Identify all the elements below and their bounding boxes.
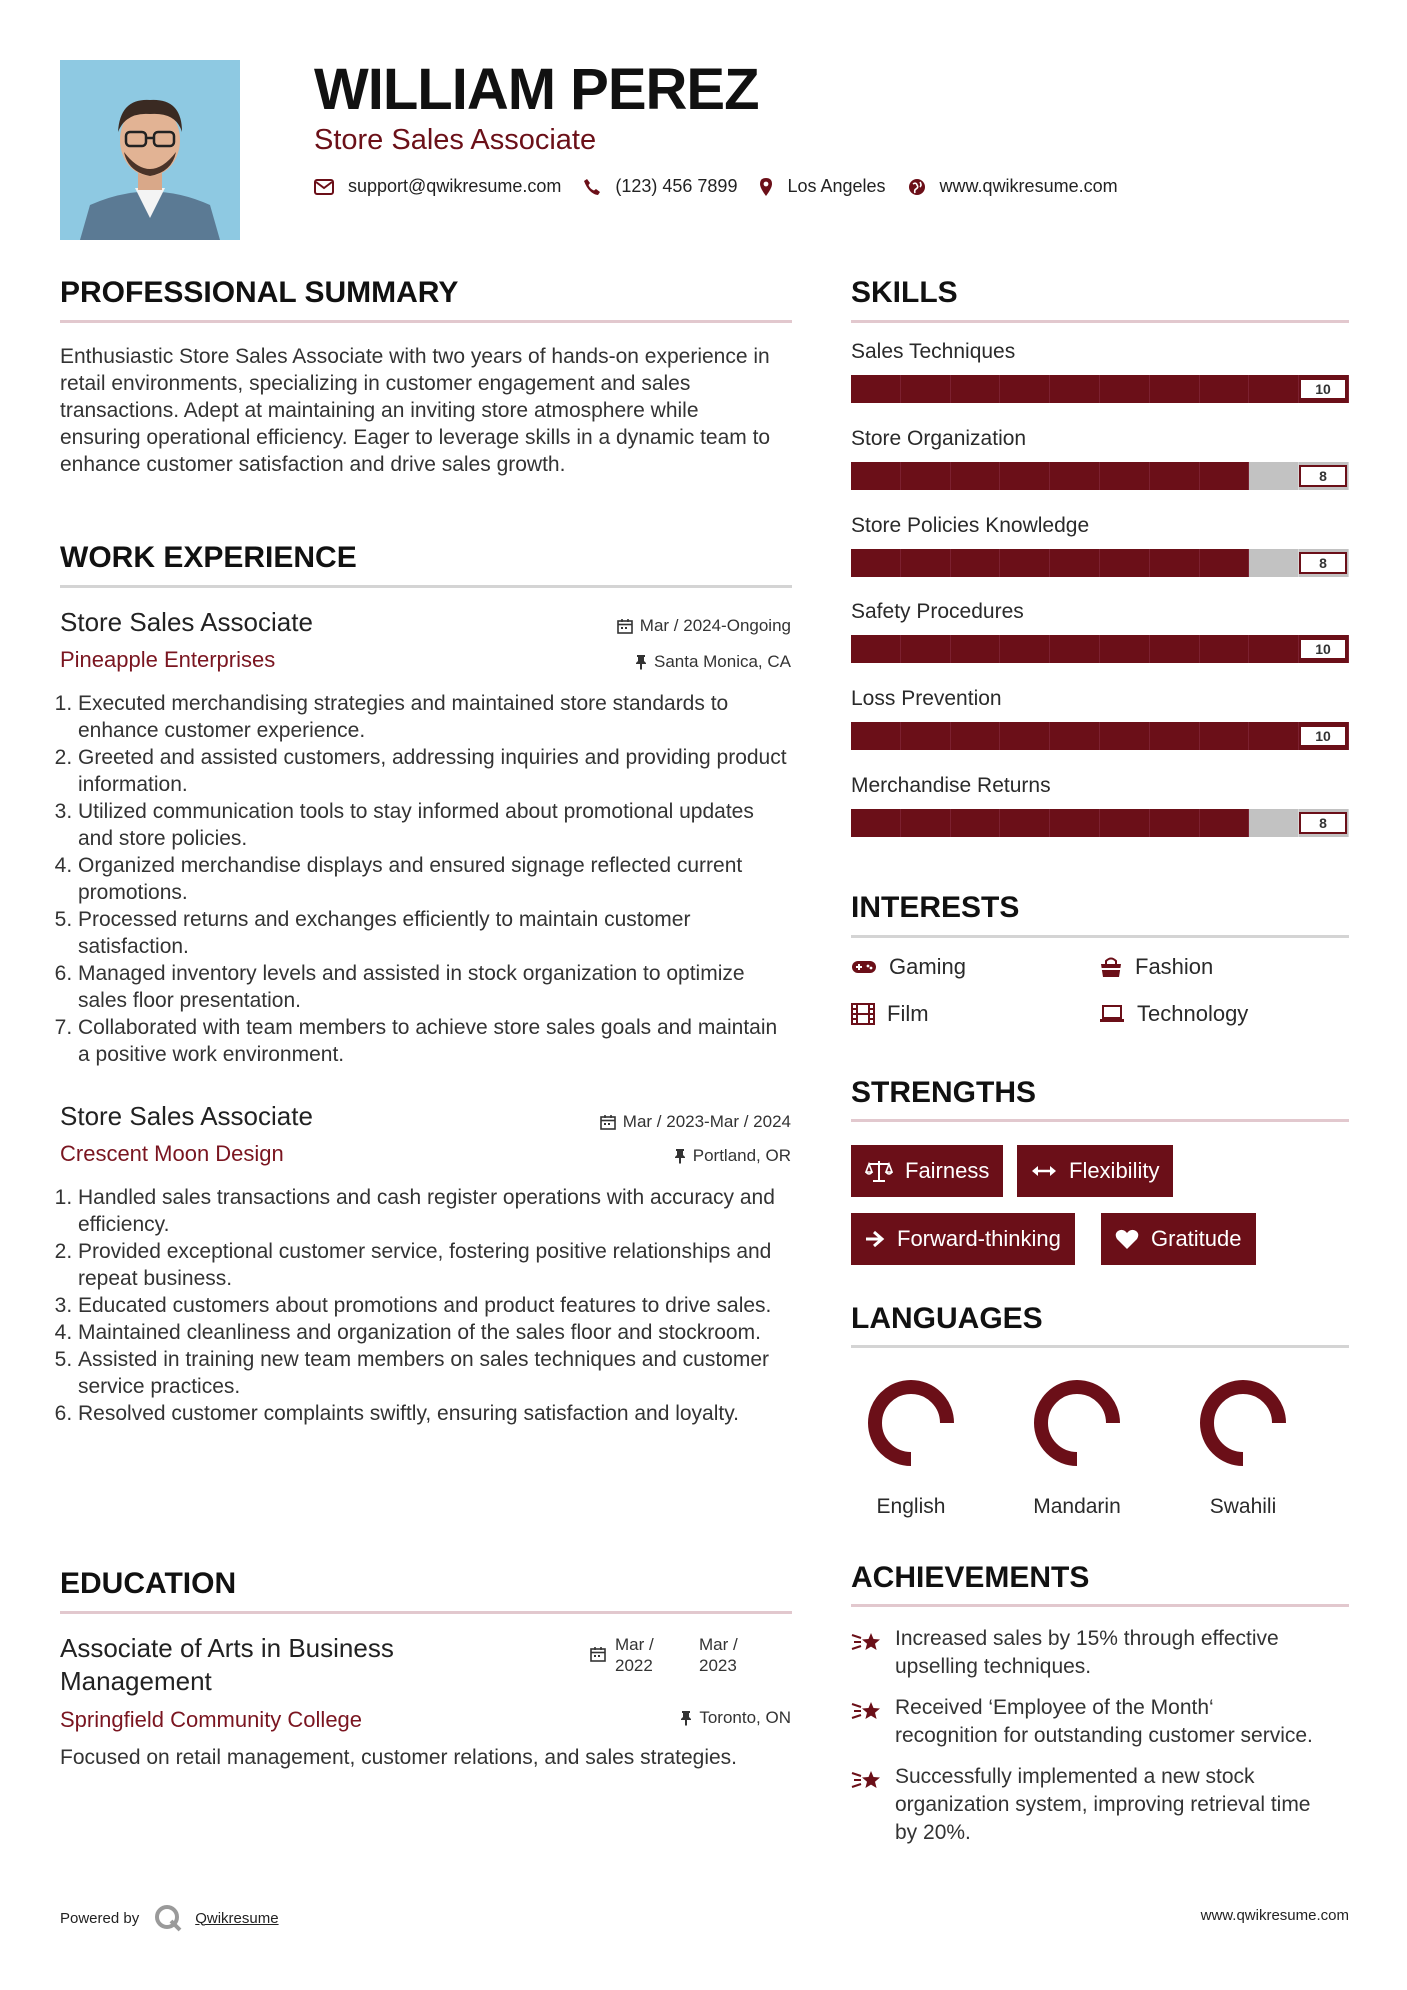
- job-responsibilities: [58, 690, 792, 1068]
- summary-text: Enthusiastic Store Sales Associate with two years of hands-on experience in retail environments, specializing in customer engagement and sales transactions. Adept at maintaining an inviting store atmosphere while ensuring operational efficiency. Eager to leverage skills in a dynamic team to enhance customer satisfaction and drive sales growth.: [60, 345, 771, 476]
- candidate-name: WILLIAM PEREZ: [314, 57, 759, 122]
- skill-bar-segment: [901, 375, 951, 403]
- skill-bar-segment: [951, 635, 1001, 663]
- strength-badge: [1017, 1145, 1173, 1197]
- interest-item: [1099, 954, 1213, 980]
- list-item: 1. Executed merchandising strategies and maintained store standards to enhance customer experience.: [78, 690, 792, 744]
- map-pin-icon: [759, 177, 773, 197]
- email-text: support@qwikresume.com: [348, 176, 562, 196]
- language-name: Mandarin: [1033, 1495, 1121, 1518]
- skill-bar-segment: [1000, 635, 1050, 663]
- skill-bar-segment: [1100, 722, 1150, 750]
- languages-divider: [851, 1345, 1349, 1348]
- strength-label: Fairness: [905, 1158, 990, 1183]
- achievement-text: Received ‘Employee of the Month‘ recognition for outstanding customer service.: [895, 1696, 1313, 1747]
- list-item: 2. Provided exceptional customer service, fostering positive relationships and repeat business.: [78, 1238, 792, 1292]
- skill-bar-segment: [1249, 549, 1299, 577]
- calendar-icon: [617, 618, 633, 634]
- skills-heading: SKILLS: [851, 276, 958, 309]
- skill-bar-segment: [1050, 549, 1100, 577]
- education-location: [680, 1708, 791, 1728]
- skill-bar-segment: [1000, 722, 1050, 750]
- skill-bar-segment: [1200, 809, 1250, 837]
- shopping-bag-icon: [1099, 956, 1123, 978]
- calendar-icon: [590, 1646, 606, 1662]
- job-title: Store Sales Associate: [60, 607, 313, 637]
- skill-bar-segment: [1249, 635, 1299, 663]
- skill-bar-segment: [901, 635, 951, 663]
- profile-photo: [60, 60, 240, 240]
- education-divider: [60, 1611, 792, 1614]
- skill-bar-segment: [1200, 549, 1250, 577]
- qwikresume-link[interactable]: Qwikresume: [195, 1909, 279, 1927]
- skill-name: Store Policies Knowledge: [851, 514, 1090, 537]
- skill-bar-segment: [1100, 462, 1150, 490]
- skill-bar-segment: [901, 722, 951, 750]
- skill-bar-segment: [1150, 722, 1200, 750]
- job-dates-text: Mar / 2023-Mar / 2024: [622, 1112, 791, 1131]
- skill-bar-segment: [1000, 462, 1050, 490]
- education-end-date: Mar / 2023: [699, 1635, 738, 1675]
- strength-badge: [851, 1213, 1075, 1265]
- language-ring: [861, 1373, 961, 1473]
- list-item: 5. Assisted in training new team members on sales techniques and customer service practices.: [78, 1346, 792, 1400]
- skill-bar-segment: [1100, 549, 1150, 577]
- achievements-list: [851, 1625, 1321, 1847]
- strength-label: Gratitude: [1151, 1226, 1242, 1251]
- skill-bar-segment: [901, 809, 951, 837]
- phone-icon: [583, 178, 601, 196]
- skill-bar-segment: [851, 635, 901, 663]
- skill-bar-segment: [951, 375, 1001, 403]
- skill-bar-segment: [951, 549, 1001, 577]
- skill-level-bar: [851, 462, 1349, 490]
- language-name: English: [876, 1495, 946, 1518]
- list-item: 2. Greeted and assisted customers, addressing inquiries and providing product information.: [78, 744, 792, 798]
- language-item: [1183, 1373, 1303, 1519]
- list-item: 3. Utilized communication tools to stay informed about promotional updates and store policies.: [78, 798, 792, 852]
- job-location: [635, 652, 791, 672]
- contact-phone[interactable]: [583, 176, 737, 197]
- skill-name: Loss Prevention: [851, 687, 1002, 710]
- skill-bar-segment: [1000, 549, 1050, 577]
- skill-item: [851, 514, 1349, 600]
- pushpin-icon: [680, 1710, 692, 1726]
- list-item: 6. Resolved customer complaints swiftly, ensuring satisfaction and loyalty.: [78, 1400, 792, 1427]
- skill-bar-segment: [1150, 549, 1200, 577]
- skill-item: [851, 340, 1349, 427]
- shooting-star-icon: [851, 1765, 883, 1793]
- summary-heading: PROFESSIONAL SUMMARY: [60, 276, 459, 309]
- experience-divider: [60, 585, 792, 588]
- job-dates: [600, 1112, 791, 1132]
- footer-website[interactable]: www.qwikresume.com: [1200, 1907, 1349, 1924]
- skills-divider: [851, 320, 1349, 323]
- skill-item: [851, 427, 1349, 514]
- interest-item: [1099, 1001, 1248, 1027]
- skill-score: 8: [1299, 552, 1347, 574]
- arrow-right-icon: [865, 1230, 885, 1248]
- footer-powered-by: [60, 1903, 279, 1933]
- skill-bar-segment: [1200, 722, 1250, 750]
- skill-bar-segment: [951, 462, 1001, 490]
- skill-bar-segment: [851, 375, 901, 403]
- phone-text: (123) 456 7899: [615, 176, 738, 196]
- skill-level-bar: [851, 809, 1349, 837]
- location-text: Los Angeles: [787, 176, 886, 196]
- globe-icon: [908, 178, 926, 196]
- job-location-text: Portland, OR: [692, 1146, 791, 1165]
- list-item: 6. Managed inventory levels and assisted in stock organization to optimize sales floor presentation.: [78, 960, 792, 1014]
- languages-heading: LANGUAGES: [851, 1302, 1043, 1335]
- skill-bar-segment: [1150, 462, 1200, 490]
- skill-level-bar: [851, 635, 1349, 663]
- powered-by-text: Powered by: [60, 1909, 140, 1927]
- film-icon: [851, 1003, 875, 1025]
- shooting-star-icon: [851, 1696, 883, 1724]
- skill-bar-segment: [951, 809, 1001, 837]
- interest-item: [851, 954, 966, 980]
- contact-location: [759, 176, 885, 197]
- language-name: Swahili: [1209, 1495, 1277, 1518]
- achievement-item: [851, 1625, 1321, 1681]
- list-item: 4. Maintained cleanliness and organization of the sales floor and stockroom.: [78, 1319, 792, 1346]
- skill-score: 8: [1299, 812, 1347, 834]
- contact-website[interactable]: [908, 176, 1118, 197]
- candidate-title: Store Sales Associate: [314, 124, 597, 156]
- job-company: Pineapple Enterprises: [60, 647, 276, 672]
- arrows-horizontal-icon: [1031, 1163, 1057, 1179]
- experience-heading: WORK EXPERIENCE: [60, 541, 357, 574]
- job-dates-text: Mar / 2024-Ongoing: [639, 616, 791, 635]
- skill-bar-segment: [1100, 635, 1150, 663]
- list-item: 5. Processed returns and exchanges efficiently to maintain customer satisfaction.: [78, 906, 792, 960]
- skill-score: 10: [1299, 638, 1347, 660]
- contact-email[interactable]: [314, 176, 561, 197]
- job-location: [674, 1146, 791, 1166]
- interest-label: Fashion: [1135, 954, 1214, 979]
- list-item: 1. Handled sales transactions and cash register operations with accuracy and efficiency.: [78, 1184, 792, 1238]
- skill-bar-segment: [1249, 462, 1299, 490]
- skill-bar-segment: [851, 722, 901, 750]
- pushpin-icon: [635, 654, 647, 670]
- calendar-icon: [600, 1114, 616, 1130]
- achievement-item: [851, 1763, 1321, 1847]
- scale-icon: [865, 1159, 893, 1183]
- pushpin-icon: [674, 1148, 686, 1164]
- job-dates: [617, 616, 791, 636]
- school-name: Springfield Community College: [60, 1707, 363, 1732]
- skill-bar-segment: [851, 549, 901, 577]
- achievement-text: Increased sales by 15% through effective upselling techniques.: [895, 1627, 1279, 1678]
- skill-item: [851, 600, 1349, 687]
- gamepad-icon: [851, 959, 877, 975]
- qwikresume-logo-icon: [153, 1903, 183, 1933]
- shooting-star-icon: [851, 1627, 883, 1655]
- skill-score: 10: [1299, 378, 1347, 400]
- skill-level-bar: [851, 722, 1349, 750]
- skill-bar-segment: [1150, 375, 1200, 403]
- job-responsibilities: [58, 1184, 792, 1427]
- skill-bar-segment: [1249, 809, 1299, 837]
- skill-bar-segment: [1050, 809, 1100, 837]
- envelope-icon: [314, 179, 334, 195]
- skill-bar-segment: [1150, 809, 1200, 837]
- skill-score: 8: [1299, 465, 1347, 487]
- strength-badge: [1101, 1213, 1256, 1265]
- skill-name: Merchandise Returns: [851, 774, 1051, 797]
- contact-bar: [314, 176, 1140, 197]
- education-heading: EDUCATION: [60, 1567, 237, 1600]
- achievements-divider: [851, 1604, 1349, 1607]
- interests-divider: [851, 935, 1349, 938]
- list-item: 3. Educated customers about promotions and product features to drive sales.: [78, 1292, 792, 1319]
- skill-name: Sales Techniques: [851, 340, 1016, 363]
- summary-divider: [60, 320, 792, 323]
- skill-bar-segment: [951, 722, 1001, 750]
- strength-label: Flexibility: [1069, 1158, 1160, 1183]
- skill-name: Store Organization: [851, 427, 1027, 450]
- heart-icon: [1115, 1228, 1139, 1250]
- skill-bar-segment: [1050, 462, 1100, 490]
- strengths-heading: STRENGTHS: [851, 1076, 1037, 1109]
- skill-level-bar: [851, 375, 1349, 403]
- job-title: Store Sales Associate: [60, 1101, 313, 1131]
- skill-level-bar: [851, 549, 1349, 577]
- skill-bar-segment: [851, 809, 901, 837]
- job-location-text: Santa Monica, CA: [653, 652, 791, 671]
- interest-label: Technology: [1137, 1001, 1249, 1026]
- laptop-icon: [1099, 1005, 1125, 1023]
- website-text: www.qwikresume.com: [939, 176, 1118, 196]
- education-start-date: Mar / 2022: [615, 1635, 654, 1675]
- skill-bar-segment: [1100, 375, 1150, 403]
- language-item: [851, 1373, 971, 1519]
- skill-item: [851, 687, 1349, 774]
- interest-label: Film: [887, 1001, 929, 1026]
- skill-bar-segment: [1249, 722, 1299, 750]
- interest-item: [851, 1001, 929, 1027]
- skill-bar-segment: [1000, 809, 1050, 837]
- strength-badge: [851, 1145, 1003, 1197]
- skill-bar-segment: [1249, 375, 1299, 403]
- list-item: 7. Collaborated with team members to achieve store sales goals and maintain a positive work environment.: [78, 1014, 792, 1068]
- language-ring: [1027, 1373, 1127, 1473]
- skill-bar-segment: [1100, 809, 1150, 837]
- skill-bar-segment: [1050, 722, 1100, 750]
- interest-label: Gaming: [889, 954, 967, 979]
- skill-bar-segment: [901, 549, 951, 577]
- achievement-text: Successfully implemented a new stock organization system, improving retrieval time by 20%.: [895, 1765, 1311, 1844]
- skill-bar-segment: [851, 462, 901, 490]
- skill-bar-segment: [1000, 375, 1050, 403]
- skill-bar-segment: [1150, 635, 1200, 663]
- skill-item: [851, 774, 1349, 861]
- skill-bar-segment: [1200, 635, 1250, 663]
- skill-bar-segment: [1200, 462, 1250, 490]
- education-description: Focused on retail management, customer relations, and sales strategies.: [60, 1746, 738, 1769]
- skill-bar-segment: [1050, 635, 1100, 663]
- education-location-text: Toronto, ON: [699, 1708, 791, 1727]
- strengths-divider: [851, 1119, 1349, 1122]
- skill-bar-segment: [901, 462, 951, 490]
- degree-title: Associate of Arts in Business Management: [60, 1633, 394, 1696]
- language-item: [1017, 1373, 1137, 1519]
- skill-name: Safety Procedures: [851, 600, 1024, 623]
- interests-heading: INTERESTS: [851, 891, 1020, 924]
- skills-list: [851, 340, 1349, 861]
- skill-bar-segment: [1050, 375, 1100, 403]
- strength-label: Forward-thinking: [897, 1226, 1061, 1251]
- achievement-item: [851, 1694, 1321, 1750]
- skill-score: 10: [1299, 725, 1347, 747]
- list-item: 4. Organized merchandise displays and ensured signage reflected current promotions.: [78, 852, 792, 906]
- skill-bar-segment: [1200, 375, 1250, 403]
- job-company: Crescent Moon Design: [60, 1141, 284, 1166]
- achievements-heading: ACHIEVEMENTS: [851, 1561, 1090, 1594]
- education-dates: [590, 1634, 747, 1676]
- language-ring: [1193, 1373, 1293, 1473]
